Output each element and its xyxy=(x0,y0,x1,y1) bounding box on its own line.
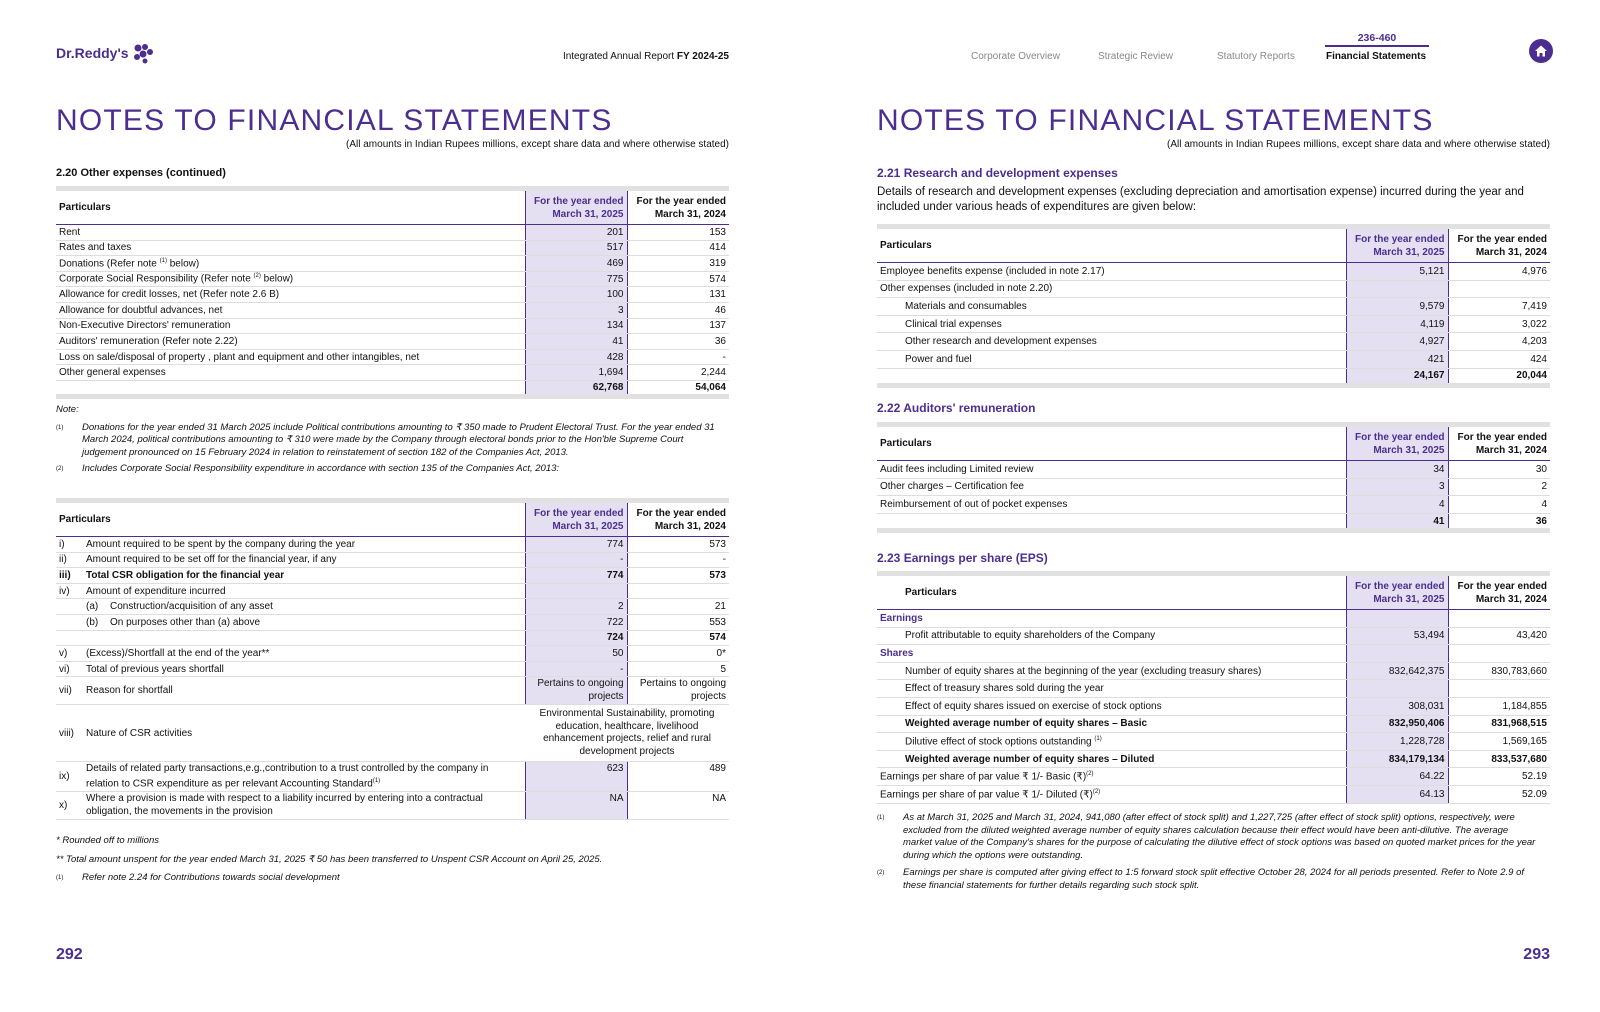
col-2025: For the year ended March 31, 2025 xyxy=(1346,227,1448,263)
table-row xyxy=(877,496,1550,514)
row-number: ix) xyxy=(56,762,83,791)
row-label: Amount required to be spent by the company during the year xyxy=(83,537,525,553)
row-label: Other general expenses xyxy=(56,365,525,381)
value-2024: NA xyxy=(627,791,729,819)
col-2025: For the year ended March 31, 2025 xyxy=(1346,574,1448,610)
value-2024: 5 xyxy=(627,661,729,677)
csr-table xyxy=(56,498,729,820)
table-row xyxy=(877,680,1550,698)
value-2025: 134 xyxy=(525,318,627,334)
nav-statutory-reports[interactable]: Statutory Reports xyxy=(1217,51,1295,62)
eps-table xyxy=(877,571,1550,804)
total-2025: 41 xyxy=(1346,513,1448,531)
value-2024 xyxy=(1448,680,1550,698)
table-row xyxy=(56,661,729,677)
value-2025: 4 xyxy=(1346,496,1448,514)
value-2024: 46 xyxy=(627,302,729,318)
table-row xyxy=(56,271,729,287)
table-row xyxy=(877,610,1550,628)
page-subtitle: (All amounts in Indian Rupees millions, except share data and where otherwise stated) xyxy=(1167,139,1550,150)
total-row xyxy=(56,380,729,396)
value-2025: - xyxy=(525,552,627,568)
page-title: NOTES TO FINANCIAL STATEMENTS xyxy=(877,104,1434,137)
row-label: Amount of expenditure incurred xyxy=(83,583,525,599)
table-row xyxy=(877,298,1550,316)
row-label: Materials and consumables xyxy=(877,298,1346,316)
value-2024: 414 xyxy=(627,240,729,256)
row-label xyxy=(83,630,525,646)
eps-footnotes xyxy=(877,812,1537,897)
value-2025: 64.13 xyxy=(1346,785,1448,803)
row-number xyxy=(56,630,83,646)
value-2025 xyxy=(1346,280,1448,298)
col-2024: For the year ended March 31, 2024 xyxy=(627,189,729,225)
row-label: Number of equity shares at the beginning of the year (excluding treasury shares) xyxy=(877,662,1346,680)
row-label: Earnings per share of par value ₹ 1/- Basic (₹)$^{(2)}$ xyxy=(877,768,1346,786)
row-label: Auditors' remuneration (Refer note 2.22) xyxy=(56,334,525,350)
value-2025: 308,031 xyxy=(1346,697,1448,715)
page-number: 292 xyxy=(56,946,83,963)
row-label: Earnings xyxy=(877,610,1346,628)
value-2025: 421 xyxy=(1346,350,1448,368)
total-2024: 36 xyxy=(1448,513,1550,531)
value-2024: 424 xyxy=(1448,350,1550,368)
row-number: iv) xyxy=(56,583,83,599)
table-row xyxy=(56,318,729,334)
value-2024: 21 xyxy=(627,599,729,615)
row-number: v) xyxy=(56,646,83,662)
value-2024: 831,968,515 xyxy=(1448,715,1550,733)
footnote: * Rounded off to millions xyxy=(56,835,159,846)
rd-table xyxy=(877,224,1550,388)
value-2024 xyxy=(1448,610,1550,628)
home-icon xyxy=(1534,44,1548,58)
row-label: On purposes other than (a) above xyxy=(107,614,525,630)
row-label: Dilutive effect of stock options outstanding $^{(1)}$ xyxy=(877,733,1346,751)
table-row xyxy=(877,715,1550,733)
row-label: Allowance for doubtful advances, net xyxy=(56,302,525,318)
table-row xyxy=(56,705,729,762)
row-label: Weighted average number of equity shares – Basic xyxy=(877,715,1346,733)
value-2024: 36 xyxy=(627,334,729,350)
row-number: i) xyxy=(56,537,83,553)
value-2025: 5,121 xyxy=(1346,263,1448,281)
footnote: ** Total amount unspent for the year ended March 31, 2025 ₹ 50 has been transferred to Unspent CSR Account on April 25, 2025. xyxy=(56,853,603,865)
right-page xyxy=(877,0,1550,1012)
value-2024: 0* xyxy=(627,646,729,662)
row-label: Rent xyxy=(56,225,525,241)
value-2025: 2 xyxy=(525,599,627,615)
value-2024: 1,569,165 xyxy=(1448,733,1550,751)
value-2025: 34 xyxy=(1346,461,1448,479)
table-row xyxy=(877,733,1550,751)
value-2025: 3 xyxy=(1346,478,1448,496)
nav-corporate-overview[interactable]: Corporate Overview xyxy=(971,51,1060,62)
value-2024: 2,244 xyxy=(627,365,729,381)
row-label: Where a provision is made with respect to a liability incurred by entering into a contractual obligation, the movements in the provision xyxy=(83,791,525,819)
col-particulars: Particulars xyxy=(877,425,1346,461)
table-row xyxy=(56,225,729,241)
footnote: (2) Includes Corporate Social Responsibility expenditure in accordance with section 135 of the Companies Act, 2013: xyxy=(56,463,560,474)
value-2024 xyxy=(1448,280,1550,298)
value-2025: 428 xyxy=(525,349,627,365)
footnote: (1) Refer note 2.24 for Contributions towards social development xyxy=(56,872,340,883)
value-2025: 469 xyxy=(525,256,627,272)
row-label: Total of previous years shortfall xyxy=(83,661,525,677)
value-2025: 832,950,406 xyxy=(1346,715,1448,733)
row-label: Power and fuel xyxy=(877,350,1346,368)
table-row xyxy=(877,280,1550,298)
row-label: Other charges – Certification fee xyxy=(877,478,1346,496)
table-row xyxy=(56,349,729,365)
page-subtitle: (All amounts in Indian Rupees millions, except share data and where otherwise stated) xyxy=(346,139,729,150)
table-row xyxy=(56,791,729,819)
note-heading: Note: xyxy=(56,404,79,415)
top-nav xyxy=(971,32,1431,66)
table-row xyxy=(56,537,729,553)
table-row xyxy=(56,599,729,615)
row-number: vii) xyxy=(56,677,83,705)
row-label: Profit attributable to equity shareholders of the Company xyxy=(877,627,1346,645)
row-label: (Excess)/Shortfall at the end of the year** xyxy=(83,646,525,662)
value-2024: 4,203 xyxy=(1448,333,1550,351)
col-2025: For the year ended March 31, 2025 xyxy=(1346,425,1448,461)
value-2024 xyxy=(1448,645,1550,663)
total-2024: 54,064 xyxy=(627,380,729,396)
row-label: Nature of CSR activities xyxy=(83,705,525,762)
col-2024: For the year ended March 31, 2024 xyxy=(627,501,729,537)
value-2025: 774 xyxy=(525,568,627,584)
row-label: Audit fees including Limited review xyxy=(877,461,1346,479)
value-2025 xyxy=(1346,645,1448,663)
table-row xyxy=(56,287,729,303)
value-2025: 722 xyxy=(525,614,627,630)
table-row xyxy=(56,583,729,599)
value-2024: 553 xyxy=(627,614,729,630)
col-particulars: Particulars xyxy=(877,227,1346,263)
col-particulars: Particulars xyxy=(56,189,525,225)
footnote: (1) As at March 31, 2025 and March 31, 2024, 941,080 (after effect of stock split) and 1,227,725 (after effect of stock split) options, respectively, were excluded from the diluted weighted average number of equity shares calculation because their effect would have been anti-dilutive. The average market value of the Company's shares for the purpose of calculating the dilutive effect of stock options was based on quoted market prices for the year during which the options were outstanding. xyxy=(877,812,1536,861)
footnote: (2) Earnings per share is computed after giving effect to 1:5 forward stock split effective October 28, 2024 for all periods presented. Refer to Note 2.9 of these financial statements for further details regarding such stock split. xyxy=(877,867,1524,891)
nav-strategic-review[interactable]: Strategic Review xyxy=(1098,51,1174,62)
row-label: Amount required to be set off for the financial year, if any xyxy=(83,552,525,568)
value-2024: - xyxy=(627,349,729,365)
row-label: Details of related party transactions,e.g.,contribution to a trust controlled by the company in relation to CSR expenditure as per relevant Accounting Standard$^{(1)}$ xyxy=(83,762,525,791)
table-row xyxy=(56,646,729,662)
table-row xyxy=(56,762,729,791)
table-row xyxy=(877,478,1550,496)
total-2024: 20,044 xyxy=(1448,368,1550,386)
row-label: Loss on sale/disposal of property , plant and equipment and other intangibles, net xyxy=(56,349,525,365)
row-label: Earnings per share of par value ₹ 1/- Diluted (₹)$^{(2)}$ xyxy=(877,785,1346,803)
value-2025: 100 xyxy=(525,287,627,303)
value-2024: 30 xyxy=(1448,461,1550,479)
value-2024: 43,420 xyxy=(1448,627,1550,645)
value-2025: 834,179,134 xyxy=(1346,750,1448,768)
value-2024: 573 xyxy=(627,568,729,584)
value-2025: 64.22 xyxy=(1346,768,1448,786)
table-row xyxy=(56,630,729,646)
row-number: iii) xyxy=(56,568,83,584)
auditors-table xyxy=(877,422,1550,533)
merged-value: Environmental Sustainability, promoting education, healthcare, livelihood enhancement projects, relief and rural development projects xyxy=(525,705,729,762)
value-2024: - xyxy=(627,552,729,568)
page-number: 293 xyxy=(1523,946,1550,963)
total-row xyxy=(877,368,1550,386)
table-row xyxy=(877,627,1550,645)
table-row xyxy=(877,645,1550,663)
row-label: Construction/acquisition of any asset xyxy=(107,599,525,615)
row-label: Employee benefits expense (included in note 2.17) xyxy=(877,263,1346,281)
table-row xyxy=(877,768,1550,786)
brand-logo[interactable] xyxy=(56,42,154,64)
value-2025 xyxy=(525,583,627,599)
value-2025: NA xyxy=(525,791,627,819)
value-2024: 52.09 xyxy=(1448,785,1550,803)
col-2024: For the year ended March 31, 2024 xyxy=(1448,574,1550,610)
row-label: Other expenses (included in note 2.20) xyxy=(877,280,1346,298)
table-row xyxy=(877,697,1550,715)
aud-heading: 2.22 Auditors' remuneration xyxy=(877,401,1036,415)
eps-heading: 2.23 Earnings per share (EPS) xyxy=(877,551,1048,565)
row-subnumber: (a) xyxy=(83,599,107,615)
row-label: Effect of equity shares issued on exercise of stock options xyxy=(877,697,1346,715)
section-heading: 2.20 Other expenses (continued) xyxy=(56,167,226,179)
value-2024: 153 xyxy=(627,225,729,241)
col-particulars: Particulars xyxy=(877,574,1346,610)
row-label: Reimbursement of out of pocket expenses xyxy=(877,496,1346,514)
table-row xyxy=(877,461,1550,479)
value-2025: 774 xyxy=(525,537,627,553)
value-2024: 3,022 xyxy=(1448,315,1550,333)
value-2025: Pertains to ongoing projects xyxy=(525,677,627,705)
value-2024: 52.19 xyxy=(1448,768,1550,786)
col-2024: For the year ended March 31, 2024 xyxy=(1448,425,1550,461)
table-row xyxy=(56,677,729,705)
brand-name: Dr.Reddy's xyxy=(56,45,129,61)
row-number: x) xyxy=(56,791,83,819)
report-title: Integrated Annual Report FY 2024-25 xyxy=(562,51,729,62)
col-particulars: Particulars xyxy=(56,501,525,537)
value-2025: 41 xyxy=(525,334,627,350)
value-2025: 4,927 xyxy=(1346,333,1448,351)
row-label: Effect of treasury shares sold during the year xyxy=(877,680,1346,698)
row-label: Allowance for credit losses, net (Refer note 2.6 B) xyxy=(56,287,525,303)
table-row xyxy=(56,614,729,630)
value-2024: 319 xyxy=(627,256,729,272)
row-label: Shares xyxy=(877,645,1346,663)
row-label: Clinical trial expenses xyxy=(877,315,1346,333)
notes-block xyxy=(56,404,729,480)
value-2025 xyxy=(1346,680,1448,698)
table-row xyxy=(56,552,729,568)
table-row xyxy=(56,256,729,272)
value-2024: 4,976 xyxy=(1448,263,1550,281)
row-label: Other research and development expenses xyxy=(877,333,1346,351)
value-2024: 4 xyxy=(1448,496,1550,514)
table-row xyxy=(56,365,729,381)
value-2025: 517 xyxy=(525,240,627,256)
value-2025: 53,494 xyxy=(1346,627,1448,645)
table-row xyxy=(56,334,729,350)
rd-intro: Details of research and development expenses (excluding depreciation and amortisation expense) incurred during the year and included under various heads of expenditures are given below: xyxy=(877,186,1524,213)
value-2024 xyxy=(627,583,729,599)
table-row xyxy=(877,350,1550,368)
footnotes xyxy=(56,835,729,891)
row-label: Donations (Refer note $^{(1)}$ below) xyxy=(56,256,525,272)
table-row xyxy=(877,263,1550,281)
value-2025: 724 xyxy=(525,630,627,646)
value-2025: 50 xyxy=(525,646,627,662)
row-label: Weighted average number of equity shares – Diluted xyxy=(877,750,1346,768)
value-2024: 574 xyxy=(627,630,729,646)
row-label: Rates and taxes xyxy=(56,240,525,256)
value-2025: 9,579 xyxy=(1346,298,1448,316)
row-number: ii) xyxy=(56,552,83,568)
value-2025: 623 xyxy=(525,762,627,791)
value-2024: 137 xyxy=(627,318,729,334)
value-2025: 1,228,728 xyxy=(1346,733,1448,751)
value-2024: 830,783,660 xyxy=(1448,662,1550,680)
value-2024: 489 xyxy=(627,762,729,791)
col-2025: For the year ended March 31, 2025 xyxy=(525,189,627,225)
value-2024: 131 xyxy=(627,287,729,303)
row-label: Reason for shortfall xyxy=(83,677,525,705)
col-2025: For the year ended March 31, 2025 xyxy=(525,501,627,537)
table-row xyxy=(877,333,1550,351)
nav-page-range: 236-460 xyxy=(1325,32,1429,47)
row-label: Total CSR obligation for the financial year xyxy=(83,568,525,584)
value-2024: 7,419 xyxy=(1448,298,1550,316)
footnote: (1) Donations for the year ended 31 March 2025 include Political contributions amounting to ₹ 350 made to Prudent Electoral Trust. For the year ended 31 March 2024, political contributions amounting to ₹ 310 were made by the Company through electoral bonds prior to the Hon'ble Supreme Court judgement pronounced on 15 February 2024 in relation to reinstatement of section 182 of the Companies Act, 2013. xyxy=(56,421,715,458)
table-row xyxy=(877,662,1550,680)
total-2025: 24,167 xyxy=(1346,368,1448,386)
value-2025: 1,694 xyxy=(525,365,627,381)
home-button[interactable] xyxy=(1529,39,1553,63)
value-2025 xyxy=(1346,610,1448,628)
row-subnumber: (b) xyxy=(83,614,107,630)
value-2024: 2 xyxy=(1448,478,1550,496)
row-label: Non-Executive Directors' remuneration xyxy=(56,318,525,334)
other-expenses-table xyxy=(56,186,729,399)
left-page xyxy=(56,0,729,1012)
rd-heading: 2.21 Research and development expenses xyxy=(877,166,1118,180)
table-row xyxy=(56,240,729,256)
value-2025: 832,642,375 xyxy=(1346,662,1448,680)
table-row xyxy=(877,750,1550,768)
page-title: NOTES TO FINANCIAL STATEMENTS xyxy=(56,104,613,137)
value-2024: Pertains to ongoing projects xyxy=(627,677,729,705)
table-row xyxy=(56,302,729,318)
col-2024: For the year ended March 31, 2024 xyxy=(1448,227,1550,263)
row-number: viii) xyxy=(56,705,83,762)
value-2024: 833,537,680 xyxy=(1448,750,1550,768)
value-2025: 775 xyxy=(525,271,627,287)
row-number: vi) xyxy=(56,661,83,677)
value-2024: 574 xyxy=(627,271,729,287)
nav-financial-statements[interactable]: Financial Statements xyxy=(1326,51,1427,62)
row-label: Corporate Social Responsibility (Refer note $^{(2)}$ below) xyxy=(56,271,525,287)
table-row xyxy=(877,315,1550,333)
value-2024: 573 xyxy=(627,537,729,553)
total-2025: 62,768 xyxy=(525,380,627,396)
table-row xyxy=(56,568,729,584)
value-2025: 201 xyxy=(525,225,627,241)
brand-mark-icon xyxy=(132,42,154,64)
total-row xyxy=(877,513,1550,531)
value-2025: 4,119 xyxy=(1346,315,1448,333)
value-2025: 3 xyxy=(525,302,627,318)
table-row xyxy=(877,785,1550,803)
value-2025: - xyxy=(525,661,627,677)
value-2024: 1,184,855 xyxy=(1448,697,1550,715)
